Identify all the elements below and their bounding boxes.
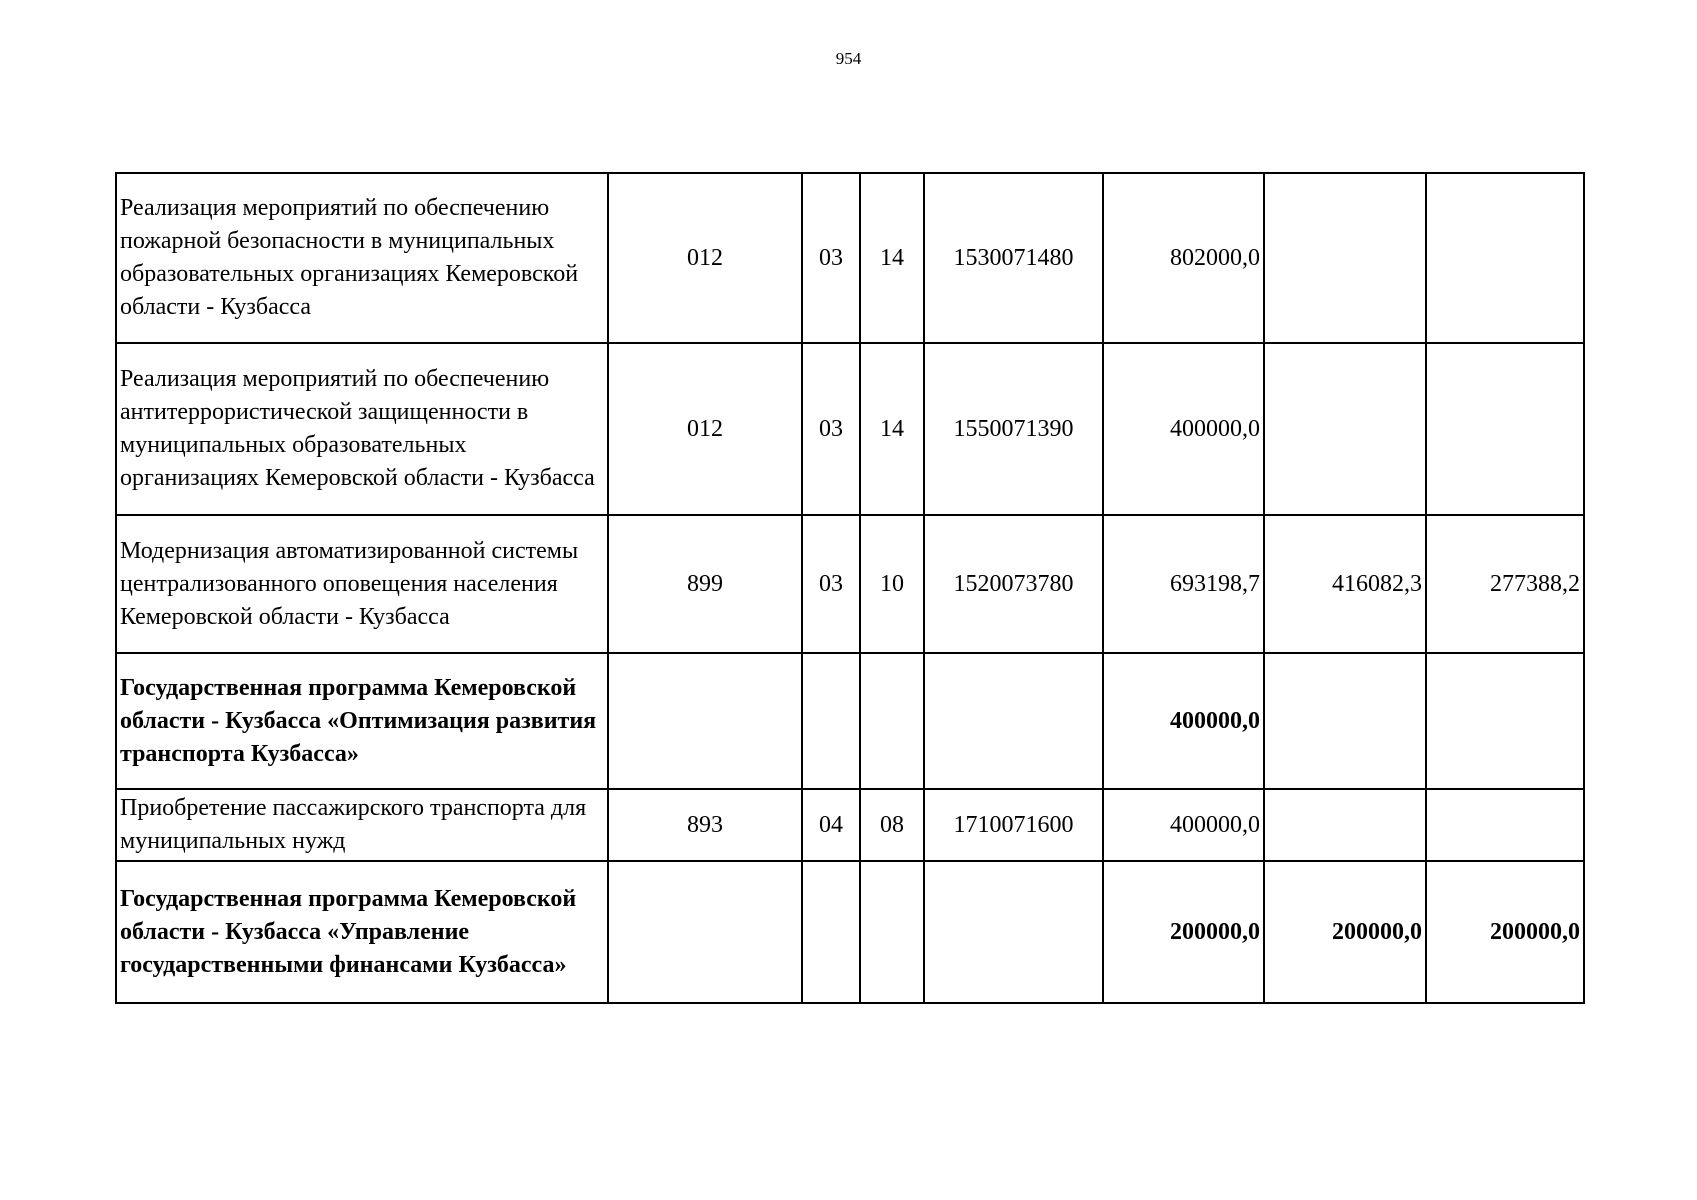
table-row	[116, 515, 1584, 653]
section-code: 03	[802, 173, 860, 343]
row-name: Реализация мероприятий по обеспечению антитеррористической защищенности в муниципальных образовательных организациях Кемеровской области - Кузбасса	[116, 343, 608, 515]
amount-year-1: 400000,0	[1103, 789, 1264, 861]
amount-year-1: 400000,0	[1103, 653, 1264, 789]
section-code	[802, 861, 860, 1003]
section-code	[802, 653, 860, 789]
table-row	[116, 861, 1584, 1003]
ministry-code: 012	[608, 173, 802, 343]
subsection-code: 08	[860, 789, 924, 861]
table-row	[116, 789, 1584, 861]
row-name: Государственная программа Кемеровской области - Кузбасса «Оптимизация развития транспорта Кузбасса»	[116, 653, 608, 789]
target-code	[924, 861, 1103, 1003]
row-name: Модернизация автоматизированной системы централизованного оповещения населения Кемеровской области - Кузбасса	[116, 515, 608, 653]
ministry-code: 899	[608, 515, 802, 653]
amount-year-3	[1426, 343, 1584, 515]
subsection-code: 14	[860, 343, 924, 515]
table-row	[116, 173, 1584, 343]
amount-year-1: 200000,0	[1103, 861, 1264, 1003]
row-name: Реализация мероприятий по обеспечению пожарной безопасности в муниципальных образовательных организациях Кемеровской области - Кузбасса	[116, 173, 608, 343]
table-row	[116, 343, 1584, 515]
subsection-code	[860, 653, 924, 789]
amount-year-3	[1426, 653, 1584, 789]
amount-year-3	[1426, 173, 1584, 343]
target-code: 1520073780	[924, 515, 1103, 653]
ministry-code	[608, 861, 802, 1003]
page-number: 954	[835, 49, 862, 68]
amount-year-1: 400000,0	[1103, 343, 1264, 515]
ministry-code: 012	[608, 343, 802, 515]
subsection-code	[860, 861, 924, 1003]
target-code: 1550071390	[924, 343, 1103, 515]
amount-year-2: 416082,3	[1264, 515, 1426, 653]
section-code: 04	[802, 789, 860, 861]
amount-year-1: 802000,0	[1103, 173, 1264, 343]
amount-year-2: 200000,0	[1264, 861, 1426, 1003]
section-code: 03	[802, 343, 860, 515]
amount-year-3: 200000,0	[1426, 861, 1584, 1003]
ministry-code	[608, 653, 802, 789]
budget-table	[115, 172, 1585, 1004]
amount-year-3: 277388,2	[1426, 515, 1584, 653]
subsection-code: 14	[860, 173, 924, 343]
section-code: 03	[802, 515, 860, 653]
table-row	[116, 653, 1584, 789]
amount-year-2	[1264, 173, 1426, 343]
amount-year-1: 693198,7	[1103, 515, 1264, 653]
subsection-code: 10	[860, 515, 924, 653]
amount-year-3	[1426, 789, 1584, 861]
amount-year-2	[1264, 343, 1426, 515]
amount-year-2	[1264, 789, 1426, 861]
row-name: Приобретение пассажирского транспорта для муниципальных нужд	[116, 789, 608, 861]
target-code	[924, 653, 1103, 789]
target-code: 1710071600	[924, 789, 1103, 861]
amount-year-2	[1264, 653, 1426, 789]
row-name: Государственная программа Кемеровской области - Кузбасса «Управление государственными финансами Кузбасса»	[116, 861, 608, 1003]
target-code: 1530071480	[924, 173, 1103, 343]
ministry-code: 893	[608, 789, 802, 861]
